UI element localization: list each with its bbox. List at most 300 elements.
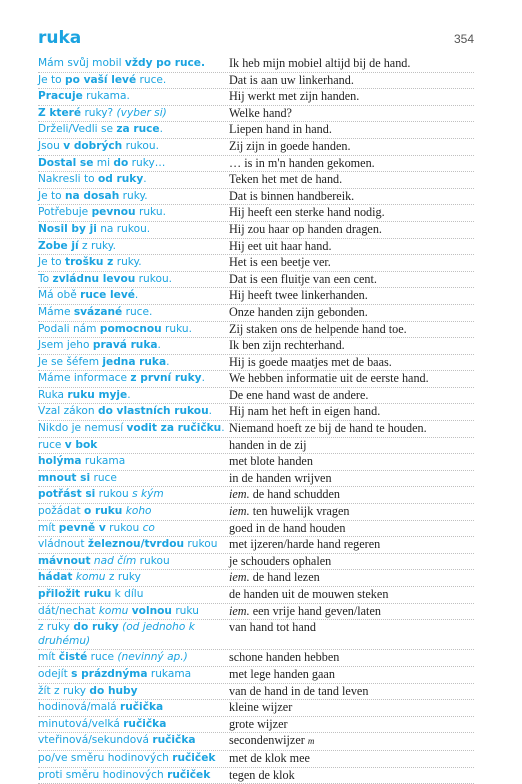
dutch-translation xyxy=(229,733,474,750)
dutch-translation-segment: Zij staken ons de helpende hand toe. xyxy=(229,321,407,336)
czech-phrase xyxy=(38,189,229,205)
dutch-translation xyxy=(229,338,474,354)
dutch-translation xyxy=(229,371,474,387)
entry-row xyxy=(38,521,474,538)
czech-phrase-segment: v bok xyxy=(64,438,98,451)
czech-phrase-segment: (vyber si) xyxy=(116,106,167,119)
dutch-translation-segment: grote wijzer xyxy=(229,716,288,731)
dutch-translation-segment: secondenwijzer xyxy=(229,733,308,748)
entry-row xyxy=(38,454,474,471)
czech-phrase xyxy=(38,733,229,750)
dutch-translation-segment: We hebben informatie uit de eerste hand. xyxy=(229,371,429,386)
dutch-translation-segment: van hand tot hand xyxy=(229,620,316,635)
entry-row xyxy=(38,239,474,256)
page-header xyxy=(38,28,474,54)
czech-phrase xyxy=(38,288,229,304)
dutch-translation-segment: handen in de zij xyxy=(229,437,307,452)
dutch-translation xyxy=(229,487,474,503)
czech-phrase-segment: s prázdnýma xyxy=(71,667,148,680)
czech-phrase xyxy=(38,604,229,620)
entry-row xyxy=(38,172,474,189)
dutch-translation-segment: Ik ben zijn rechterhand. xyxy=(229,338,345,353)
dutch-translation xyxy=(229,305,474,321)
dutch-translation-segment: van de hand in de tand leven xyxy=(229,683,369,698)
dutch-translation xyxy=(229,667,474,683)
entry-row xyxy=(38,537,474,554)
czech-phrase xyxy=(38,667,229,683)
czech-phrase-segment: mít xyxy=(38,521,59,534)
czech-phrase xyxy=(38,751,229,767)
czech-phrase-segment: žít z ruky xyxy=(38,684,90,697)
czech-phrase-segment: trošku z xyxy=(65,256,114,269)
dutch-translation xyxy=(229,684,474,700)
entry-row xyxy=(38,106,474,123)
dutch-translation-segment: in de handen wrijven xyxy=(229,470,332,485)
dutch-translation-segment: m xyxy=(307,736,315,747)
czech-phrase-segment: . xyxy=(127,388,131,401)
entry-row xyxy=(38,355,474,372)
czech-phrase-segment: Potřebuje xyxy=(38,206,92,219)
dutch-translation xyxy=(229,388,474,404)
czech-phrase-segment: . xyxy=(134,289,139,302)
dutch-translation-segment: Hij nam het heft in eigen hand. xyxy=(229,404,381,419)
czech-phrase-segment: z ruky xyxy=(105,571,141,584)
dutch-translation xyxy=(229,521,474,537)
czech-phrase-segment: . xyxy=(208,405,212,418)
czech-phrase-segment: Máme informace xyxy=(38,372,131,385)
entry-row xyxy=(38,73,474,90)
czech-phrase-segment: ručička xyxy=(120,701,164,714)
entry-row xyxy=(38,587,474,604)
dutch-translation-segment: Hij zou haar op handen dragen. xyxy=(229,221,382,236)
czech-phrase-segment: komu xyxy=(98,604,129,617)
czech-phrase xyxy=(38,122,229,138)
czech-phrase-segment: Jsou xyxy=(38,139,64,152)
dutch-translation xyxy=(229,189,474,205)
dutch-translation xyxy=(229,255,474,271)
dutch-translation-segment: Liepen hand in hand. xyxy=(229,122,332,137)
czech-phrase-segment: ruku. xyxy=(161,322,193,335)
dutch-translation xyxy=(229,73,474,89)
czech-phrase-segment: na rukou. xyxy=(96,222,151,235)
entry-row xyxy=(38,751,474,768)
czech-phrase-segment: do ruky xyxy=(73,621,119,634)
entry-row xyxy=(38,89,474,106)
czech-phrase-segment: volnou xyxy=(131,604,172,617)
czech-phrase xyxy=(38,700,229,716)
czech-phrase-segment: Nakresli to xyxy=(38,173,98,186)
entry-row xyxy=(38,421,474,438)
dutch-translation xyxy=(229,322,474,338)
czech-phrase-segment: přiložit ruku xyxy=(38,588,112,600)
czech-phrase-segment: rukou xyxy=(184,538,218,551)
page-number: 354 xyxy=(453,32,474,46)
czech-phrase xyxy=(38,172,229,188)
dutch-translation-segment: een vrije hand geven/laten xyxy=(249,603,381,618)
entry-row xyxy=(38,620,474,650)
dutch-translation-segment: schone handen hebben xyxy=(229,650,340,665)
czech-phrase xyxy=(38,205,229,221)
czech-phrase xyxy=(38,322,229,338)
entry-row xyxy=(38,56,474,73)
dutch-translation-segment: Hij heeft een sterke hand nodig. xyxy=(229,205,385,220)
czech-phrase xyxy=(38,272,229,288)
dutch-translation xyxy=(229,288,474,304)
phrase-table xyxy=(38,56,474,784)
headword: ruka xyxy=(38,28,82,48)
czech-phrase-segment: mávnout xyxy=(38,554,91,567)
czech-phrase-segment: z ruky. xyxy=(78,239,116,252)
czech-phrase-segment: Nosil by ji xyxy=(38,222,97,235)
czech-phrase xyxy=(38,487,229,503)
czech-phrase-segment: minutová/velká xyxy=(38,717,124,730)
entry-row xyxy=(38,272,474,289)
czech-phrase-segment: . xyxy=(159,123,163,136)
dutch-translation xyxy=(229,700,474,716)
czech-phrase-segment: potřást si xyxy=(38,488,96,501)
czech-phrase-segment: požádat xyxy=(38,505,84,518)
dutch-translation-segment: Hij eet uit haar hand. xyxy=(229,238,332,253)
dutch-translation-segment: Het is een beetje ver. xyxy=(229,255,331,270)
czech-phrase-segment: ruky. xyxy=(119,189,148,202)
dutch-translation xyxy=(229,554,474,570)
czech-phrase-segment: hodinová/malá xyxy=(38,701,121,714)
czech-phrase xyxy=(38,338,229,354)
entry-row xyxy=(38,604,474,621)
entry-row xyxy=(38,667,474,684)
czech-phrase xyxy=(38,521,229,537)
entry-row xyxy=(38,139,474,156)
czech-phrase-segment: Podali nám xyxy=(38,322,100,335)
czech-phrase-segment: Je se šéfem xyxy=(38,355,103,368)
entry-row xyxy=(38,122,474,139)
czech-phrase xyxy=(38,404,229,420)
czech-phrase-segment: ručiček xyxy=(167,768,211,781)
czech-phrase-segment: . xyxy=(201,372,205,385)
entry-row xyxy=(38,371,474,388)
czech-phrase xyxy=(38,537,229,553)
entry-row xyxy=(38,205,474,222)
czech-phrase-segment: mi xyxy=(93,156,114,169)
entry-row xyxy=(38,255,474,272)
dutch-translation-segment: met de klok mee xyxy=(229,750,310,765)
czech-phrase-segment: Je to xyxy=(38,73,66,86)
czech-phrase-segment: vodit za ručičku xyxy=(126,422,222,435)
czech-phrase-segment: koho xyxy=(125,505,152,518)
czech-phrase-segment: mít xyxy=(38,651,59,664)
dutch-translation-segment: Niemand hoeft ze bij de hand te houden. xyxy=(229,421,427,436)
czech-phrase-segment: k dílu xyxy=(111,588,144,600)
czech-phrase-segment: do xyxy=(113,156,129,169)
czech-phrase xyxy=(38,156,229,172)
dutch-translation-segment: ten huwelijk vragen xyxy=(249,504,350,519)
czech-phrase-segment: rukou. xyxy=(135,272,173,285)
czech-phrase xyxy=(38,239,229,255)
dutch-translation-segment: iem. xyxy=(229,570,250,585)
dutch-translation xyxy=(229,239,474,255)
czech-phrase-segment: ruku. xyxy=(135,206,166,219)
czech-phrase-segment: Pracuje xyxy=(38,90,83,103)
dutch-translation xyxy=(229,650,474,666)
czech-phrase-segment: Je to xyxy=(38,189,66,202)
dutch-translation xyxy=(229,504,474,520)
dutch-translation xyxy=(229,454,474,470)
dutch-translation xyxy=(229,172,474,188)
dutch-translation xyxy=(229,570,474,586)
dutch-translation xyxy=(229,139,474,155)
dutch-translation-segment: Dat is een fluitje van een cent. xyxy=(229,271,377,286)
entry-row xyxy=(38,650,474,667)
entry-row xyxy=(38,322,474,339)
czech-phrase-segment: od ruky xyxy=(97,173,144,186)
dutch-translation-segment: iem. xyxy=(229,603,250,618)
czech-phrase-segment: . xyxy=(143,173,147,186)
czech-phrase-segment: ručička xyxy=(152,734,196,747)
czech-phrase-segment: Máme xyxy=(38,305,74,318)
czech-phrase-segment: pevně v xyxy=(58,521,106,534)
dutch-translation xyxy=(229,537,474,553)
czech-phrase-segment: ruce. xyxy=(122,305,153,318)
dutch-translation xyxy=(229,717,474,733)
dutch-translation-segment: de hand schudden xyxy=(249,487,341,502)
czech-phrase xyxy=(38,570,229,586)
czech-phrase-segment: Je to xyxy=(38,256,66,269)
dutch-translation xyxy=(229,604,474,620)
czech-phrase xyxy=(38,255,229,271)
czech-phrase-segment: hádat xyxy=(38,571,73,584)
czech-phrase-segment: pevnou xyxy=(91,206,136,219)
czech-phrase-segment: čisté xyxy=(58,651,88,664)
entry-row xyxy=(38,768,474,784)
entry-row xyxy=(38,487,474,504)
entry-row xyxy=(38,156,474,173)
dutch-translation-segment: Hij heeft twee linkerhanden. xyxy=(229,288,368,303)
dutch-translation-segment: Dat is binnen handbereik. xyxy=(229,188,355,203)
czech-phrase xyxy=(38,89,229,105)
czech-phrase xyxy=(38,504,229,520)
dutch-translation-segment: goed in de hand houden xyxy=(229,520,346,535)
czech-phrase-segment: rukou. xyxy=(122,139,159,152)
dutch-translation-segment: kleine wijzer xyxy=(229,700,293,715)
entry-row xyxy=(38,222,474,239)
czech-phrase-segment: holýma xyxy=(38,455,82,468)
czech-phrase-segment: do vlastních rukou xyxy=(97,405,209,418)
czech-phrase-segment: Zobe jí xyxy=(38,239,79,252)
czech-phrase-segment: ruku xyxy=(171,604,199,617)
entry-row xyxy=(38,684,474,701)
czech-phrase-segment: z první ruky xyxy=(130,372,202,385)
czech-phrase-segment: . xyxy=(157,339,161,352)
dutch-translation-segment: … is in m'n handen gekomen. xyxy=(229,155,375,170)
dutch-translation-segment: iem. xyxy=(229,487,250,502)
czech-phrase-segment: Ruka xyxy=(38,388,68,401)
dutch-translation xyxy=(229,438,474,454)
czech-phrase-segment: železnou/tvrdou xyxy=(87,538,185,551)
entry-row xyxy=(38,438,474,455)
czech-phrase xyxy=(38,471,229,487)
dutch-translation xyxy=(229,122,474,138)
dutch-translation-segment: tegen de klok xyxy=(229,767,295,782)
dutch-translation-segment: Welke hand? xyxy=(229,105,292,120)
czech-phrase xyxy=(38,620,229,649)
czech-phrase-segment: nad čím xyxy=(93,554,137,567)
czech-phrase xyxy=(38,73,229,89)
czech-phrase-segment: (nevinný ap.) xyxy=(117,651,188,664)
dutch-translation-segment: Onze handen zijn gebonden. xyxy=(229,304,368,319)
czech-phrase-segment: po/ve směru hodinových xyxy=(38,751,173,764)
czech-phrase-segment: (od jednoho k druhému) xyxy=(38,621,195,647)
dutch-translation xyxy=(229,421,474,437)
czech-phrase-segment: do huby xyxy=(89,684,138,697)
czech-phrase xyxy=(38,587,229,603)
czech-phrase-segment: po vaší levé xyxy=(65,73,137,86)
czech-phrase xyxy=(38,684,229,700)
czech-phrase xyxy=(38,650,229,666)
dutch-translation xyxy=(229,768,474,784)
czech-phrase xyxy=(38,56,229,72)
czech-phrase-segment: z ruky xyxy=(38,621,74,634)
dutch-translation xyxy=(229,587,474,603)
czech-phrase-segment: rukama xyxy=(81,455,126,468)
czech-phrase-segment: ruku myje xyxy=(67,388,128,401)
entry-row xyxy=(38,305,474,322)
czech-phrase-segment: Jsem jeho xyxy=(38,339,93,352)
czech-phrase xyxy=(38,371,229,387)
czech-phrase-segment: Drželi/Vedli se xyxy=(38,123,117,136)
czech-phrase-segment: v dobrých xyxy=(63,139,123,152)
entry-row xyxy=(38,404,474,421)
czech-phrase xyxy=(38,305,229,321)
czech-phrase xyxy=(38,454,229,470)
dutch-translation-segment: Ik heb mijn mobiel altijd bij de hand. xyxy=(229,56,411,70)
czech-phrase-segment: ruky? xyxy=(81,106,117,119)
czech-phrase-segment: Vzal zákon xyxy=(38,405,98,418)
dutch-translation-segment: met ijzeren/harde hand regeren xyxy=(229,537,381,552)
czech-phrase xyxy=(38,106,229,122)
dutch-translation-segment: De ene hand wast de andere. xyxy=(229,387,369,402)
czech-phrase xyxy=(38,438,229,454)
czech-phrase-segment: ruce xyxy=(87,651,118,664)
czech-phrase-segment: proti směru hodinových xyxy=(38,768,168,781)
dutch-translation xyxy=(229,404,474,420)
czech-phrase-segment: rukou xyxy=(95,488,133,501)
dutch-translation-segment: Teken het met de hand. xyxy=(229,172,343,187)
czech-phrase xyxy=(38,421,229,437)
czech-phrase-segment: Nikdo je nemusí xyxy=(38,422,127,435)
czech-phrase-segment: rukou xyxy=(136,554,170,567)
czech-phrase-segment: na dosah xyxy=(65,189,120,202)
dutch-translation-segment: iem. xyxy=(229,504,250,519)
entry-row xyxy=(38,288,474,305)
czech-phrase-segment: co xyxy=(142,521,155,534)
entry-row xyxy=(38,570,474,587)
czech-phrase-segment: ruce levé xyxy=(80,289,135,302)
czech-phrase-segment: dát/nechat xyxy=(38,604,99,617)
dutch-translation-segment: Hij werkt met zijn handen. xyxy=(229,89,360,104)
czech-phrase-segment: komu xyxy=(75,571,106,584)
czech-phrase xyxy=(38,222,229,238)
entry-row xyxy=(38,733,474,751)
dutch-translation xyxy=(229,106,474,122)
czech-phrase-segment: jedna ruka xyxy=(102,355,167,368)
czech-phrase-segment: vteřinová/sekundová xyxy=(38,734,153,747)
dutch-translation-segment: Dat is aan uw linkerhand. xyxy=(229,72,354,87)
czech-phrase-segment: Dostal se xyxy=(38,156,94,169)
czech-phrase-segment: s kým xyxy=(132,488,164,501)
czech-phrase-segment: ruky… xyxy=(128,156,166,169)
entry-row xyxy=(38,504,474,521)
dutch-translation-segment: je schouders ophalen xyxy=(229,553,332,568)
dutch-translation-segment: Zij zijn in goede handen. xyxy=(229,138,351,153)
czech-phrase-segment: vždy po ruce. xyxy=(124,57,205,69)
dutch-translation xyxy=(229,89,474,105)
entry-row xyxy=(38,338,474,355)
dutch-translation xyxy=(229,272,474,288)
czech-phrase-segment: . xyxy=(166,355,170,368)
czech-phrase-segment: . xyxy=(221,422,225,435)
entry-row xyxy=(38,189,474,206)
dutch-translation xyxy=(229,355,474,371)
czech-phrase-segment: rukama. xyxy=(82,90,130,103)
czech-phrase-segment: svázané xyxy=(73,305,123,318)
czech-phrase-segment: vládnout xyxy=(38,538,88,551)
czech-phrase-segment: mnout si xyxy=(38,471,91,484)
czech-phrase-segment: Má obě xyxy=(38,289,81,302)
entry-row xyxy=(38,388,474,405)
dutch-translation xyxy=(229,620,474,649)
czech-phrase-segment: pravá ruka xyxy=(92,339,158,352)
entry-row xyxy=(38,471,474,488)
czech-phrase-segment: o ruku xyxy=(84,505,123,518)
dutch-translation-segment: met lege handen gaan xyxy=(229,666,335,681)
entry-row xyxy=(38,554,474,571)
czech-phrase-segment: ruce. xyxy=(136,73,167,86)
czech-phrase-segment: rukama xyxy=(147,667,192,680)
czech-phrase xyxy=(38,388,229,404)
dutch-translation xyxy=(229,56,474,72)
dutch-translation xyxy=(229,751,474,767)
czech-phrase-segment: ručička xyxy=(123,717,167,730)
czech-phrase-segment: ruce xyxy=(90,471,117,484)
czech-phrase-segment: Z které xyxy=(38,106,82,119)
czech-phrase xyxy=(38,554,229,570)
czech-phrase xyxy=(38,717,229,733)
dutch-translation xyxy=(229,222,474,238)
czech-phrase-segment: za ruce xyxy=(116,123,160,136)
dutch-translation-segment: Hij is goede maatjes met de baas. xyxy=(229,354,392,369)
czech-phrase xyxy=(38,355,229,371)
dutch-translation-segment: met blote handen xyxy=(229,454,313,469)
czech-phrase-segment: To xyxy=(38,272,53,285)
czech-phrase-segment: ručiček xyxy=(172,751,216,764)
czech-phrase xyxy=(38,139,229,155)
czech-phrase-segment: ruky. xyxy=(113,256,142,269)
czech-phrase-segment: odejít xyxy=(38,667,72,680)
czech-phrase-segment: rukou xyxy=(105,521,143,534)
czech-phrase-segment: pomocnou xyxy=(99,322,162,335)
czech-phrase-segment: zvládnu levou xyxy=(52,272,136,285)
dutch-translation-segment: de handen uit de mouwen steken xyxy=(229,587,389,601)
dutch-translation xyxy=(229,156,474,172)
entry-row xyxy=(38,717,474,734)
czech-phrase-segment: ruce xyxy=(38,438,65,451)
dutch-translation xyxy=(229,471,474,487)
dutch-translation-segment: de hand lezen xyxy=(249,570,320,585)
czech-phrase xyxy=(38,768,229,784)
entry-row xyxy=(38,700,474,717)
czech-phrase-segment: Mám svůj mobil xyxy=(38,57,125,69)
dutch-translation xyxy=(229,205,474,221)
